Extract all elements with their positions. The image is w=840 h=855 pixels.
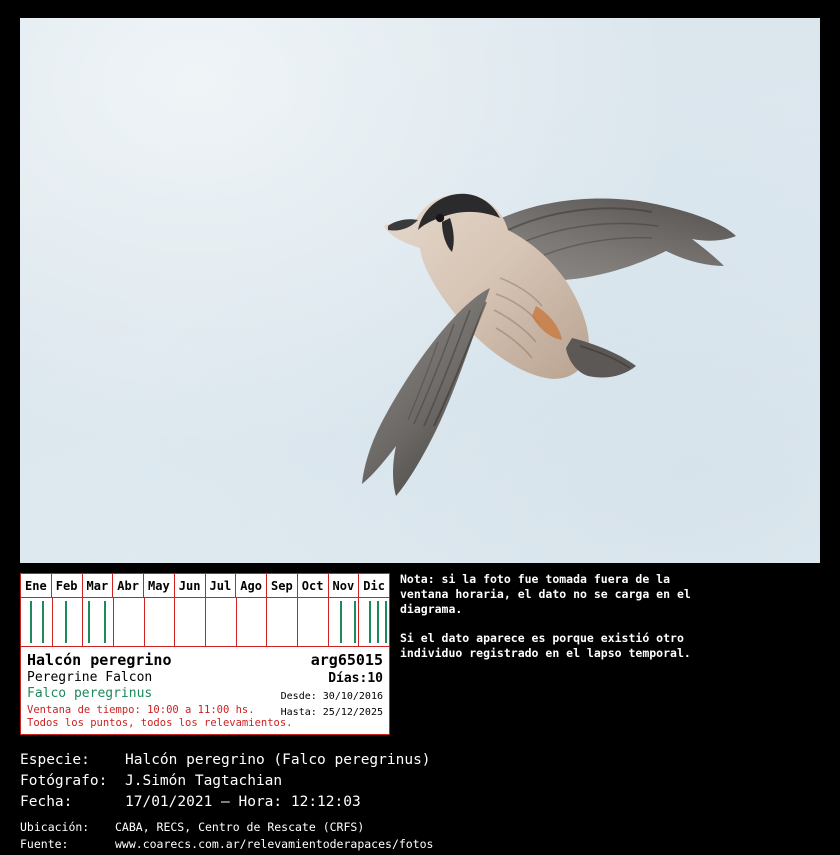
phenology-diagram — [20, 573, 390, 735]
month-label: Ene — [21, 574, 52, 597]
fuente-label: Fuente: — [20, 837, 69, 851]
record-tick — [377, 601, 379, 643]
record-tick — [340, 601, 342, 643]
fotografo-value: J.Simón Tagtachian — [125, 773, 283, 789]
detail-row-ubicacion — [20, 819, 820, 836]
month-label: Dic — [363, 578, 385, 593]
detail-row-especie — [20, 750, 820, 771]
month-label: Sep — [267, 574, 298, 597]
peregrine-falcon-illustration — [300, 138, 740, 528]
especie-label: Especie: — [20, 752, 90, 768]
month-separator — [82, 598, 83, 646]
month-label: Jun — [175, 574, 206, 597]
species-common-name: Halcón peregrino — [27, 651, 172, 669]
month-label: Nov — [329, 574, 360, 597]
record-tick — [354, 601, 356, 643]
month-separator — [113, 598, 114, 646]
all-points-text: Todos los puntos, todos los relevamientos. — [27, 717, 293, 729]
month-label: May — [144, 574, 175, 597]
photo-details — [20, 750, 820, 853]
month-separator — [358, 598, 359, 646]
detail-row-fotografo — [20, 771, 820, 792]
record-tick — [42, 601, 44, 643]
note-block — [400, 572, 700, 675]
record-tick — [88, 601, 90, 643]
month-separator — [328, 598, 329, 646]
ubicacion-value: CABA, RECS, Centro de Rescate (CRFS) — [115, 820, 365, 834]
fuente-value[interactable]: www.coarecs.com.ar/relevamientoderapaces/fotos — [115, 837, 434, 851]
month-label: Abr — [113, 574, 144, 597]
record-tick — [65, 601, 67, 643]
month-label: Ago — [236, 574, 267, 597]
month-separator — [266, 598, 267, 646]
species-scientific-name: Falco peregrinus — [27, 686, 153, 701]
fotografo-label: Fotógrafo: — [20, 773, 108, 789]
month-label: Mar — [83, 574, 114, 597]
month-separator — [174, 598, 175, 646]
date-to: Hasta: 25/12/2025 — [280, 707, 383, 718]
ubicacion-label: Ubicación: — [20, 820, 90, 834]
record-tick — [369, 601, 371, 643]
record-tick — [30, 601, 32, 643]
month-separator — [236, 598, 237, 646]
species-info — [21, 647, 389, 735]
note-paragraph-1: Nota: si la foto fue tomada fuera de la ventana horaria, el dato no se carga en el diagrama. — [400, 572, 691, 616]
month-separator — [205, 598, 206, 646]
date-from: Desde: 30/10/2016 — [280, 691, 383, 702]
month-separator — [297, 598, 298, 646]
month-separator — [144, 598, 145, 646]
especie-value: Halcón peregrino (Falco peregrinus) — [125, 752, 431, 768]
fecha-label: Fecha: — [20, 794, 73, 810]
detail-row-fuente — [20, 836, 820, 853]
record-tick — [385, 601, 387, 643]
month-label: Feb — [52, 574, 83, 597]
record-code: arg65015 — [310, 651, 383, 669]
species-photo — [20, 18, 820, 563]
month-header-row — [21, 574, 389, 598]
month-label: Jul — [206, 574, 237, 597]
record-timeline — [21, 598, 389, 647]
species-english-name: Peregrine Falcon — [27, 670, 153, 685]
month-separator — [52, 598, 53, 646]
detail-row-fecha — [20, 792, 820, 813]
record-tick — [104, 601, 106, 643]
note-paragraph-2: Si el dato aparece es porque existió otro individuo registrado en el lapso temporal. — [400, 631, 691, 660]
fecha-value: 17/01/2021 — Hora: 12:12:03 — [125, 794, 361, 810]
time-window-text: Ventana de tiempo: 10:00 a 11:00 hs. — [27, 704, 255, 716]
month-label: Oct — [298, 574, 329, 597]
days-count: Días:10 — [328, 671, 383, 686]
